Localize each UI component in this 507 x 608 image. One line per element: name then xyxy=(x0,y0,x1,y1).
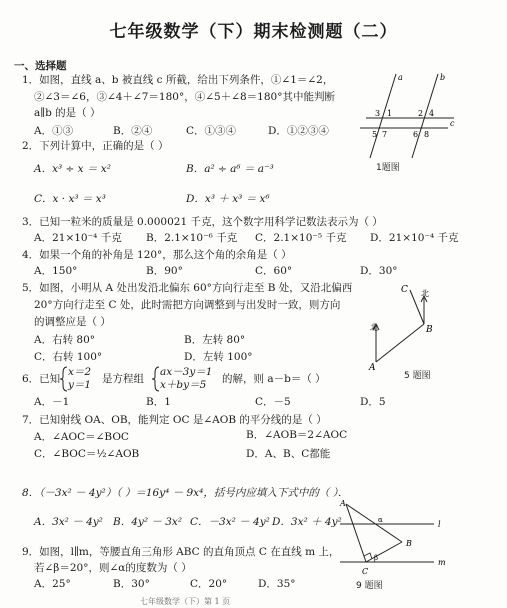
q2-option-b: B．a² ÷ a⁶ ＝ a⁻³ xyxy=(186,163,274,175)
right-angle-mark xyxy=(364,553,372,559)
q9-option-a: A．25° xyxy=(34,578,71,590)
q6-mid: 是方程组 xyxy=(102,373,144,385)
q1-figure xyxy=(356,70,456,160)
q6-option-a: A．－1 xyxy=(34,396,70,408)
q6-brace-2 xyxy=(152,366,160,392)
label-point-c: C xyxy=(401,285,408,295)
label-b: b xyxy=(440,73,446,82)
label-7: 7 xyxy=(382,130,388,139)
q8-option-c: C．－3x² － 4y² xyxy=(190,516,270,528)
label-2: 2 xyxy=(418,109,424,118)
q6-system1-eq2: y＝1 xyxy=(68,379,92,391)
q5-figure-caption: 5 题图 xyxy=(404,371,431,381)
q4-option-b: B．90° xyxy=(146,265,183,277)
label-alpha: α xyxy=(378,516,383,524)
q3-option-c: C．2.1×10⁻⁵ 千克 xyxy=(255,232,347,244)
q3-option-b: B．2.1×10⁻⁶ 千克 xyxy=(146,232,238,244)
label-north-b: 北 xyxy=(421,289,429,298)
q4-option-c: C．60° xyxy=(255,265,293,277)
q2-option-c: C．x · x³ ＝ x³ xyxy=(34,193,106,205)
q4-stem: 4．如果一个角的补角是 120°，那么这个角的余角是（ ） xyxy=(22,249,292,261)
label-point-a: A xyxy=(340,499,346,508)
q6-option-b: B．1 xyxy=(146,396,171,408)
line-a xyxy=(370,74,396,158)
q1-option-c: C．①③④ xyxy=(186,125,237,137)
q6-brace-1 xyxy=(60,366,68,392)
label-point-a: A xyxy=(369,363,376,373)
label-1: 1 xyxy=(387,109,393,118)
q6-system1-eq1: x＝2 xyxy=(68,366,92,378)
q9-option-d: D．35° xyxy=(258,578,296,590)
label-3: 3 xyxy=(375,109,381,118)
q6-system2-eq2: x＋by＝5 xyxy=(160,379,207,391)
line-b xyxy=(412,74,438,158)
q5-line3: 的调整应是（ ） xyxy=(34,316,111,328)
label-point-c: C xyxy=(362,567,369,576)
q1-line2: ②∠3＝∠6，③∠4＋∠7＝180°，④∠5＋∠8＝180°其中能判断 xyxy=(34,91,335,103)
q7-option-a: A．∠AOC＝∠BOC xyxy=(34,431,129,443)
q6-post: 的解，则 a－b＝（ ） xyxy=(222,373,326,385)
label-point-b: B xyxy=(426,325,433,335)
q5-line1: 5．如图，小明从 A 处出发沿北偏东 60°方向行走至 B 处，又沿北偏西 xyxy=(22,282,353,294)
q6-option-d: D．5 xyxy=(360,396,386,408)
q3-option-a: A．21×10⁻⁴ 千克 xyxy=(34,232,122,244)
q9-line1: 9．如图，l∥m，等腰直角三角形 ABC 的直角顶点 C 在直线 m 上， xyxy=(22,546,340,558)
q8-option-a: A．3x² － 4y² xyxy=(34,516,103,528)
label-5: 5 xyxy=(372,130,378,139)
q5-option-a: A．右转 80° xyxy=(34,334,96,346)
q7-option-c: C．∠BOC＝½∠AOB xyxy=(34,448,140,460)
q6-pre: 6．已知 xyxy=(22,373,61,385)
label-point-b: B xyxy=(406,539,412,548)
label-line-m: m xyxy=(438,558,446,567)
q9-option-b: B．30° xyxy=(113,578,150,590)
side-ab xyxy=(346,504,402,542)
q2-stem: 2．下列计算中，正确的是（ ） xyxy=(22,140,169,152)
q9-option-c: C．20° xyxy=(190,578,228,590)
page-footer: 七年级数学（下）第 1 页 xyxy=(140,597,231,606)
path-a-to-b xyxy=(376,324,424,362)
q9-figure-caption: 9 题图 xyxy=(356,581,383,591)
q9-figure xyxy=(340,498,450,578)
q2-option-d: D．x³ ＋ x³ ＝ x⁶ xyxy=(186,193,270,205)
q8-option-b: B．4y² － 3x² xyxy=(113,516,183,528)
q5-figure xyxy=(364,284,434,373)
side-cb xyxy=(366,542,402,562)
q1-figure-caption: 1题图 xyxy=(376,163,400,173)
q1-line1: 1．如图，直线 a、b 被直线 c 所截，给出下列条件，①∠1＝∠2， xyxy=(22,74,334,86)
q7-stem: 7．已知射线 OA、OB，能判定 OC 是∠AOB 的平分线的是（ ） xyxy=(22,414,327,426)
q9-line2: 若∠β＝20°，则∠α的度数为（ ） xyxy=(34,562,192,574)
q1-option-a: A．①③ xyxy=(34,125,74,137)
section-heading: 一、选择题 xyxy=(14,60,67,72)
page-title: 七年级数学（下）期末检测题（二） xyxy=(109,22,398,42)
side-ac xyxy=(346,504,366,562)
q1-line3: a∥b 的是（ ） xyxy=(34,107,101,119)
label-beta: β xyxy=(374,554,379,562)
q6-option-c: C．－5 xyxy=(255,396,291,408)
q8-option-d: D．3x² ＋ 4y² xyxy=(272,516,342,528)
q1-option-d: D．①②③④ xyxy=(268,125,329,137)
q4-option-d: D．30° xyxy=(360,265,398,277)
q8-stem: 8．（－3x² － 4y²）（ ）＝16y⁴ － 9x⁴，括号内应填入下式中的（ ）． xyxy=(22,487,349,499)
label-c: c xyxy=(450,119,455,128)
label-a: a xyxy=(398,73,403,82)
label-6: 6 xyxy=(413,130,419,139)
q5-option-d: D．左转 100° xyxy=(184,351,253,363)
q6-system2-eq1: ax－3y＝1 xyxy=(160,366,213,378)
q3-option-d: D．21×10⁻⁴ 千克 xyxy=(370,232,459,244)
label-line-l: l xyxy=(438,520,441,529)
q4-option-a: A．150° xyxy=(34,265,78,277)
q2-option-a: A．x³ ÷ x ＝ x² xyxy=(34,163,111,175)
label-north-a: 北 xyxy=(370,323,378,332)
q7-option-b: B．∠AOB＝2∠AOC xyxy=(246,429,348,441)
q7-option-d: D．A、B、C都能 xyxy=(246,448,331,460)
q1-option-b: B．②④ xyxy=(113,125,153,137)
q5-option-b: B．左转 80° xyxy=(184,334,246,346)
q3-stem: 3．已知一粒米的质量是 0.000021 千克，这个数字用科学记数法表示为（ ） xyxy=(22,216,383,228)
q5-line2: 20°方向行走至 C 处，此时需把方向调整到与出发时一致，则方向 xyxy=(34,299,341,311)
q5-option-c: C．右转 100° xyxy=(34,351,103,363)
label-8: 8 xyxy=(424,130,430,139)
label-4: 4 xyxy=(429,109,435,118)
